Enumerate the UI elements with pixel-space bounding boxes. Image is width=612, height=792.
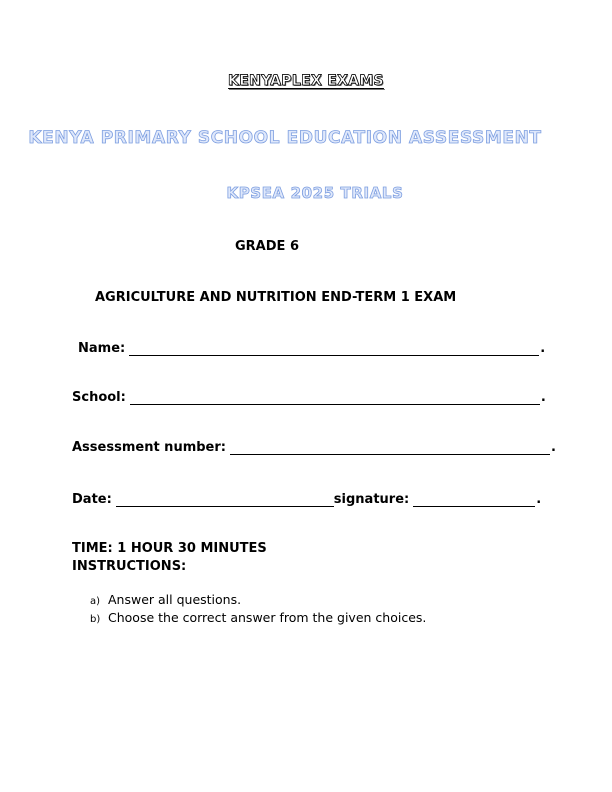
assessment-number-label: Assessment number: [72, 440, 226, 455]
school-label: School: [72, 390, 126, 405]
assessment-end-mark: . [550, 440, 556, 455]
school-field[interactable] [72, 390, 546, 405]
trials-title: KPSEA 2025 TRIALS [226, 184, 404, 202]
instructions-heading: INSTRUCTIONS: [72, 559, 187, 574]
instruction-marker: a) [90, 596, 101, 607]
signature-line[interactable] [413, 493, 535, 507]
date-signature-field[interactable] [72, 492, 541, 507]
name-end-mark: . [540, 341, 546, 356]
name-field[interactable] [78, 341, 545, 356]
instruction-item [90, 592, 426, 607]
signature-end-mark: . [536, 492, 542, 507]
name-label: Name: [78, 341, 126, 356]
date-label: Date: [72, 492, 112, 507]
assessment-number-line[interactable] [230, 441, 550, 455]
instruction-text: Answer all questions. [108, 592, 242, 607]
instruction-marker: b) [90, 614, 101, 625]
assessment-title: KENYA PRIMARY SCHOOL EDUCATION ASSESSMENT [28, 128, 542, 148]
school-end-mark: . [540, 390, 546, 405]
exam-title: AGRICULTURE AND NUTRITION END-TERM 1 EXAM [95, 290, 457, 305]
instructions-list [90, 592, 426, 628]
instruction-text: Choose the correct answer from the given choices. [108, 610, 427, 625]
school-line[interactable] [130, 391, 540, 405]
assessment-number-field[interactable] [72, 440, 556, 455]
time-allowed: TIME: 1 HOUR 30 MINUTES [72, 541, 267, 556]
publisher-name: KENYAPLEX EXAMS [228, 73, 384, 89]
name-line[interactable] [129, 342, 539, 356]
instruction-item [90, 610, 426, 625]
date-line[interactable] [116, 493, 334, 507]
grade-label: GRADE 6 [235, 239, 299, 254]
signature-label: signature: [333, 492, 410, 507]
